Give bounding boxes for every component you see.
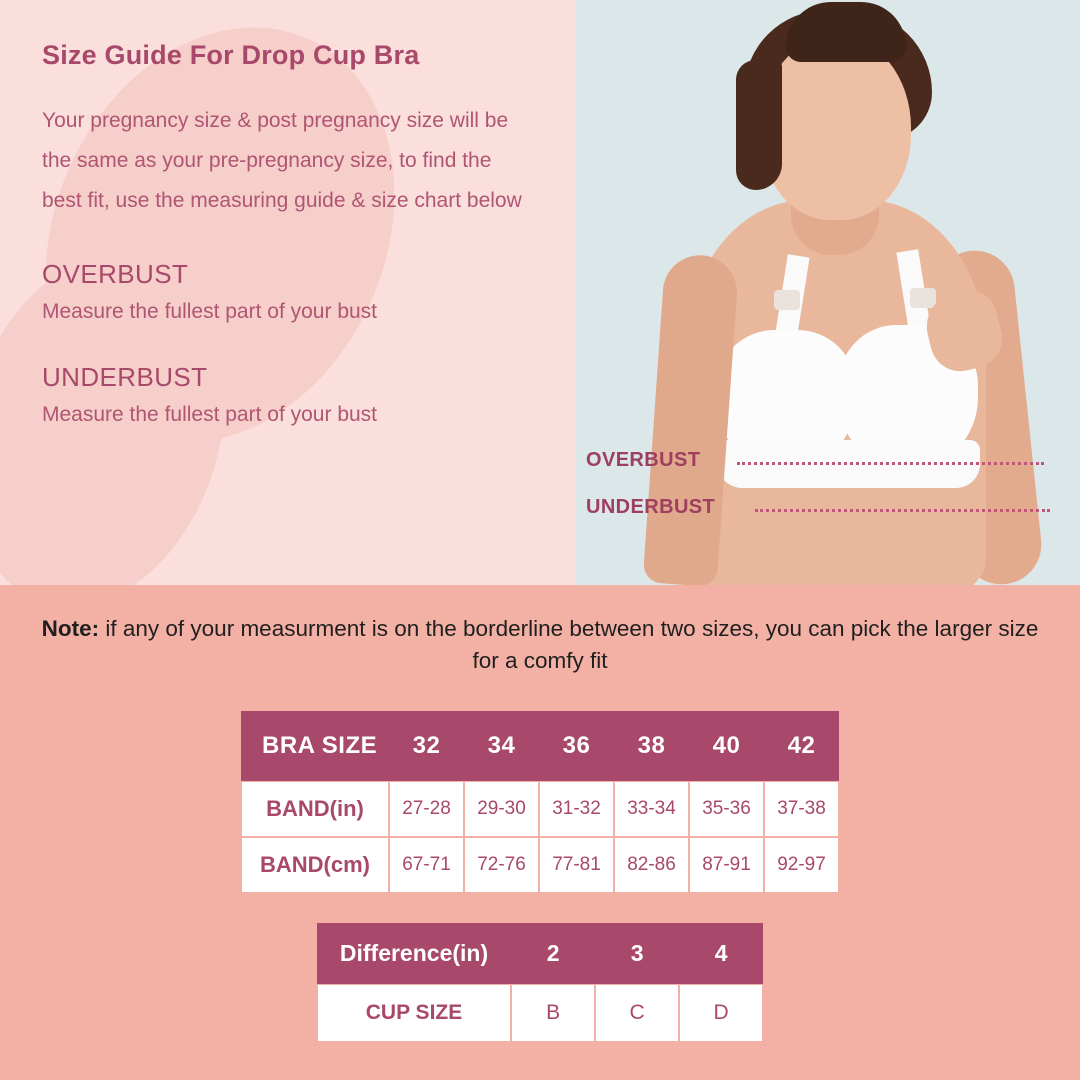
table-row [241, 781, 839, 837]
underbust-text: Measure the fullest part of your bust [42, 403, 378, 426]
model-head [761, 35, 911, 220]
cell-cup-b: B [511, 984, 595, 1042]
page-title: Size Guide For Drop Cup Bra [42, 40, 420, 70]
row-label-cup-size: CUP SIZE [317, 984, 511, 1042]
column-header-40: 40 [689, 711, 764, 781]
cell-band-in-36: 31-32 [539, 781, 614, 837]
column-header-diff-3: 3 [595, 923, 679, 984]
cell-band-cm-32: 67-71 [389, 837, 464, 893]
cell-band-cm-34: 72-76 [464, 837, 539, 893]
column-header-diff-4: 4 [679, 923, 763, 984]
overbust-measure-line [737, 462, 1044, 465]
underbust-measure-label: UNDERBUST [586, 496, 716, 518]
column-header-38: 38 [614, 711, 689, 781]
bra-clip-left [774, 290, 800, 310]
note-body: if any of your measurment is on the borderline between two sizes, you can pick the larger size for a comfy fit [99, 616, 1039, 673]
note-label: Note: [41, 616, 100, 641]
cell-band-cm-40: 87-91 [689, 837, 764, 893]
cell-band-in-42: 37-38 [764, 781, 839, 837]
column-header-difference: Difference(in) [317, 923, 511, 984]
row-label-band-in: BAND(in) [241, 781, 389, 837]
underbust-heading: UNDERBUST [42, 362, 208, 392]
column-header-36: 36 [539, 711, 614, 781]
guide-description: Your pregnancy size & post pregnancy size will be the same as your pre-pregnancy size, to find the best fit, use the measuring guide & size chart below [42, 109, 522, 212]
overbust-measure-label: OVERBUST [586, 449, 701, 471]
cell-band-cm-38: 82-86 [614, 837, 689, 893]
overbust-heading: OVERBUST [42, 259, 189, 289]
chart-section [0, 585, 1080, 1080]
cell-band-cm-36: 77-81 [539, 837, 614, 893]
column-header-42: 42 [764, 711, 839, 781]
column-header-bra-size: BRA SIZE [241, 711, 389, 781]
model-hair-side [736, 60, 782, 190]
cell-band-in-34: 29-30 [464, 781, 539, 837]
table-row [317, 984, 763, 1042]
model-hair-bun [786, 2, 906, 62]
overbust-text: Measure the fullest part of your bust [42, 300, 378, 323]
bra-size-table [241, 711, 839, 893]
size-table-wrapper [0, 711, 1080, 893]
cell-cup-d: D [679, 984, 763, 1042]
cup-size-table [317, 923, 763, 1042]
cell-band-cm-42: 92-97 [764, 837, 839, 893]
underbust-measure-line [755, 509, 1050, 512]
column-header-32: 32 [389, 711, 464, 781]
column-header-diff-2: 2 [511, 923, 595, 984]
row-label-band-cm: BAND(cm) [241, 837, 389, 893]
cell-band-in-38: 33-34 [614, 781, 689, 837]
cell-band-in-32: 27-28 [389, 781, 464, 837]
guide-panel [0, 0, 576, 585]
cup-table-wrapper [0, 923, 1080, 1042]
table-row-header [317, 923, 763, 984]
column-header-34: 34 [464, 711, 539, 781]
table-row [241, 837, 839, 893]
note-text [0, 613, 1080, 677]
table-row-header [241, 711, 839, 781]
cell-band-in-40: 35-36 [689, 781, 764, 837]
bra-clip-right [910, 288, 936, 308]
cell-cup-c: C [595, 984, 679, 1042]
